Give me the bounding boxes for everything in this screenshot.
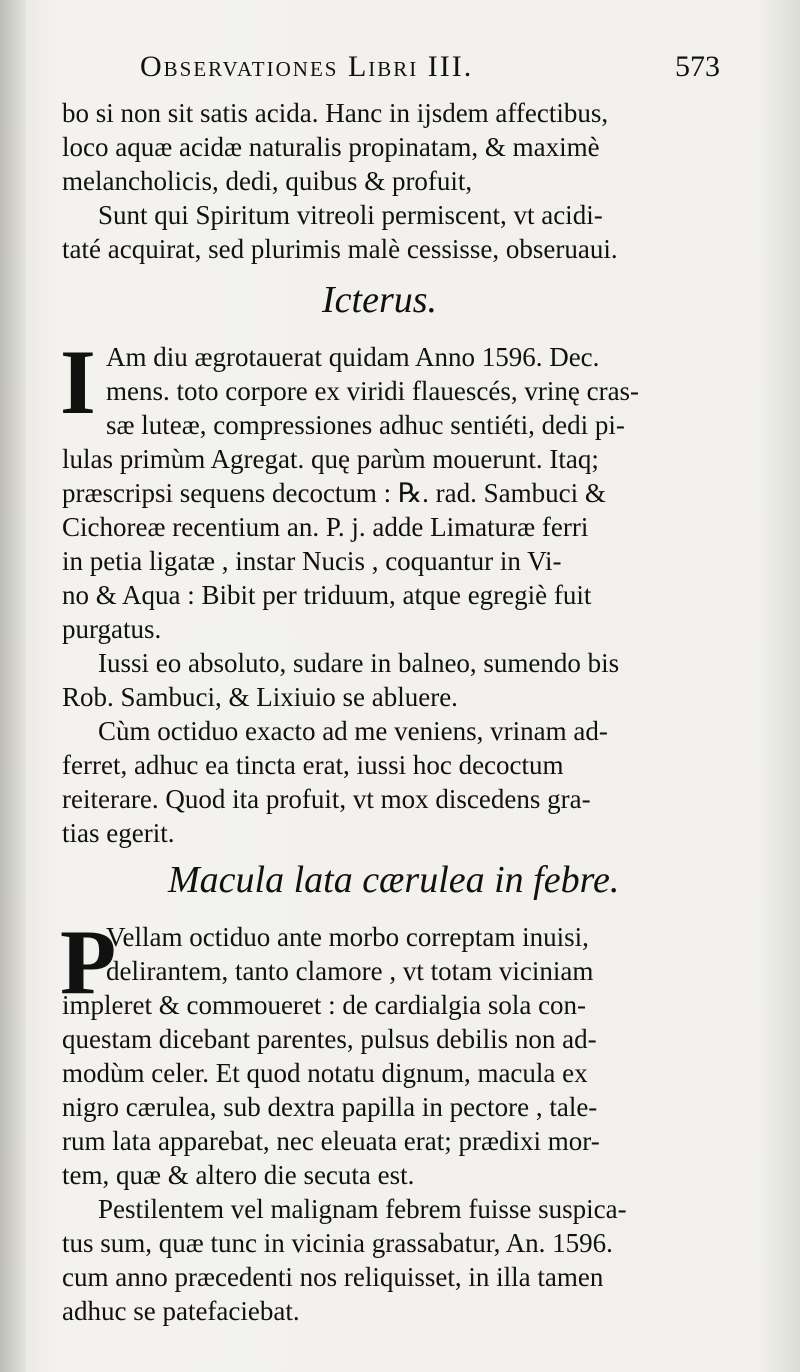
text-line: modùm celer. Et quod notatu dignum, macula ex: [62, 1058, 588, 1088]
text-line: nigro cærulea, sub dextra papilla in pectore , tale-: [62, 1092, 598, 1122]
text-line: tem, quæ & altero die secuta est.: [62, 1160, 415, 1190]
section-body-icterus: [60, 331, 712, 850]
text-line: taté acquirat, sed plurimis malè cessisse, obseruaui.: [62, 234, 618, 264]
text-line: lulas primùm Agregat. quę parùm mouerunt. Itaq;: [62, 444, 599, 474]
page-number: 573: [675, 50, 720, 83]
text-line: reiterare. Quod ita profuit, vt mox discedens gra-: [62, 784, 591, 814]
text-line: no & Aqua : Bibit per triduum, atque egregiè fuit: [62, 580, 592, 610]
section-body-macula: [60, 911, 712, 1328]
text-line: Rob. Sambuci, & Lixiuio se abluere.: [62, 682, 458, 712]
text-line: in petia ligatæ , instar Nucis , coquantur in Vi-: [62, 546, 562, 576]
text-line: melancholicis, dedi, quibus & profuit,: [62, 166, 473, 196]
text-line: Pestilentem vel malignam febrem fuisse suspica-: [98, 1194, 627, 1224]
intro-paragraph: [62, 96, 712, 266]
text-line: questam dicebant parentes, pulsus debilis non ad-: [62, 1024, 597, 1054]
drop-cap-i: I: [60, 331, 96, 433]
running-head: Observationes Libri III.: [140, 50, 474, 83]
text-line: bo si non sit satis acida. Hanc in ijsdem affectibus,: [62, 98, 609, 128]
text-line: sæ luteæ, compressiones adhuc sentiéti, dedi pi-: [106, 410, 625, 440]
text-line: ferret, adhuc ea tincta erat, iussi hoc decoctum: [62, 750, 564, 780]
text-line: tus sum, quæ tunc in vicinia grassabatur, An. 1596.: [62, 1228, 613, 1258]
text-line: purgatus.: [62, 614, 162, 644]
text-line: præscripsi sequens decoctum : ℞. rad. Sambuci &: [62, 478, 606, 508]
text-line: Am diu ægrotauerat quidam Anno 1596. Dec.: [106, 342, 600, 372]
page-gutter-shadow: [0, 0, 26, 1372]
text-line: delirantem, tanto clamore , vt totam viciniam: [106, 956, 594, 986]
text-line: Sunt qui Spiritum vitreoli permiscent, vt acidi-: [98, 200, 603, 230]
text-line: Vellam octiduo ante morbo correptam inuisi,: [106, 922, 589, 952]
text-line: rum lata apparebat, nec eleuata erat; prædixi mor-: [62, 1126, 600, 1156]
text-line: loco aquæ acidæ naturalis propinatam, & maximè: [62, 132, 600, 162]
text-line: cum anno præcedenti nos reliquisset, in illa tamen: [62, 1262, 604, 1292]
text-line: Cùm octiduo exacto ad me veniens, vrinam ad-: [98, 716, 608, 746]
drop-cap-p: P: [60, 911, 117, 1013]
text-line: adhuc se patefaciebat.: [62, 1296, 300, 1326]
text-line: mens. toto corpore ex viridi flauescés, vrinę cras-: [106, 376, 640, 406]
section-heading-macula: Macula lata cærulea in febre.: [168, 859, 620, 901]
section-heading-icterus: Icterus.: [322, 279, 438, 321]
text-line: tias egerit.: [62, 818, 175, 848]
text-line: Cichoreæ recentium an. P. j. adde Limaturæ ferri: [62, 512, 589, 542]
text-line: impleret & commoueret : de cardialgia sola con-: [62, 990, 587, 1020]
text-line: Iussi eo absoluto, sudare in balneo, sumendo bis: [98, 648, 620, 678]
page-header: [140, 50, 720, 90]
